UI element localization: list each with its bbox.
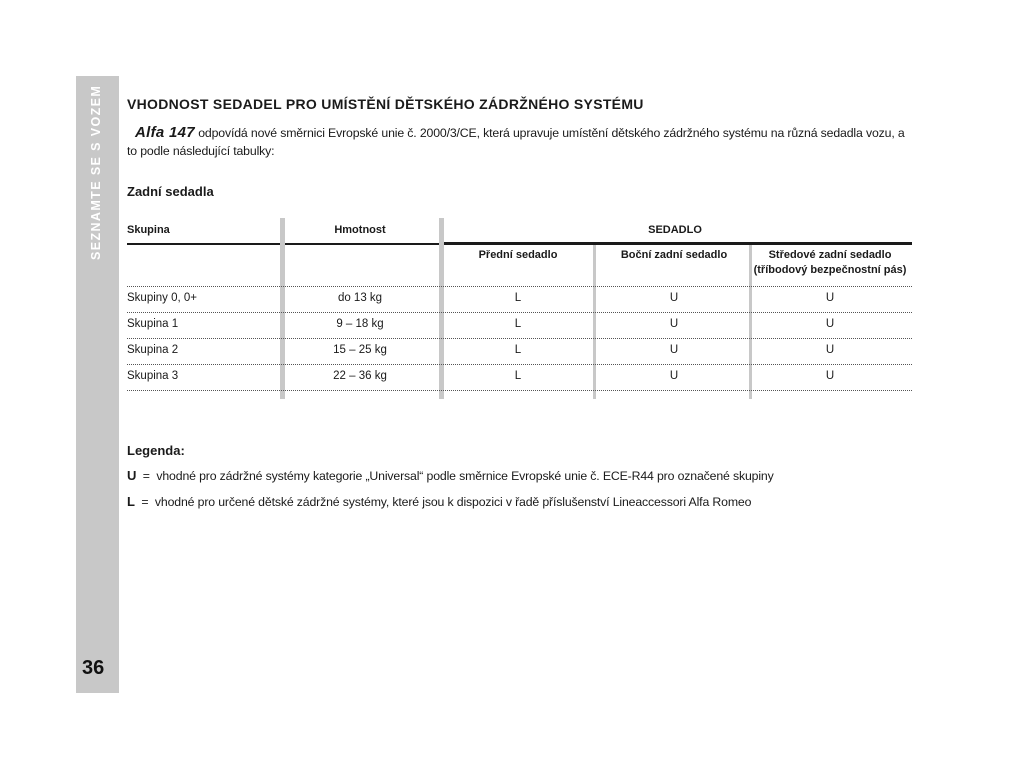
sidebar-section-title: SEZNAMTE SE S VOZEM xyxy=(89,84,103,260)
page-number: 36 xyxy=(82,657,105,679)
cell-center: U xyxy=(825,344,835,356)
row-divider xyxy=(127,312,912,313)
cell-group: Skupiny 0, 0+ xyxy=(127,292,198,304)
header-seat: SEDADLO xyxy=(648,224,702,236)
intro-paragraph xyxy=(127,124,912,160)
cell-group: Skupina 3 xyxy=(127,370,179,382)
cell-weight: 15 – 25 kg xyxy=(333,344,387,356)
brand-name: Alfa 147 xyxy=(135,124,195,141)
header-group: Skupina xyxy=(127,224,170,236)
seat-header-rule xyxy=(444,242,912,245)
legend-text: vhodné pro určené dětské zádržné systémy, které jsou k dispozici v řadě příslušenství Lineaccessori Alfa Romeo xyxy=(154,495,752,509)
cell-weight: do 13 kg xyxy=(337,292,383,304)
cell-front: L xyxy=(514,370,522,382)
cell-center: U xyxy=(825,370,835,382)
cell-side: U xyxy=(669,318,679,330)
cell-front: L xyxy=(514,318,522,330)
header-center-rear-seat-note: (tříbodový bezpečnostní pás) xyxy=(753,264,907,276)
cell-weight: 22 – 36 kg xyxy=(333,370,387,382)
cell-front: L xyxy=(514,344,522,356)
legend-item xyxy=(127,468,774,483)
section-heading: VHODNOST SEDADEL PRO UMÍSTĚNÍ DĚTSKÉHO ZÁDRŽNÉHO SYSTÉMU xyxy=(127,96,644,112)
legend-key: U xyxy=(127,468,137,483)
column-separator xyxy=(280,218,285,399)
header-weight: Hmotnost xyxy=(334,224,386,236)
cell-center: U xyxy=(825,318,835,330)
cell-side: U xyxy=(669,292,679,304)
cell-group: Skupina 2 xyxy=(127,344,179,356)
column-separator xyxy=(593,245,596,399)
legend-item xyxy=(127,494,751,509)
cell-center: U xyxy=(825,292,835,304)
cell-side: U xyxy=(669,370,679,382)
cell-side: U xyxy=(669,344,679,356)
row-divider xyxy=(127,390,912,391)
row-divider xyxy=(127,286,912,287)
header-center-rear-seat: Středové zadní sedadlo xyxy=(768,249,892,261)
row-divider xyxy=(127,338,912,339)
cell-weight: 9 – 18 kg xyxy=(336,318,384,330)
row-divider xyxy=(127,364,912,365)
column-separator xyxy=(439,218,444,399)
seat-suitability-table xyxy=(127,218,912,423)
header-rule xyxy=(285,243,439,245)
cell-group: Skupina 1 xyxy=(127,318,179,330)
header-front-seat: Přední sedadlo xyxy=(478,249,558,261)
cell-front: L xyxy=(514,292,522,304)
legend-text: vhodné pro zádržné systémy kategorie „Universal“ podle směrnice Evropské unie č. ECE-R44 pro označené skupiny xyxy=(156,469,774,483)
column-separator xyxy=(749,245,752,399)
legend-key: L xyxy=(127,494,135,509)
legend-separator: = xyxy=(142,469,150,483)
header-side-rear-seat: Boční zadní sedadlo xyxy=(620,249,728,261)
legend-title: Legenda: xyxy=(127,443,185,458)
table-subheading: Zadní sedadla xyxy=(127,184,214,199)
intro-text: odpovídá nové směrnici Evropské unie č. 2000/3/CE, která upravuje umístění dětského zádržného systému na různá sedadla vozu, a to podle následující tabulky: xyxy=(127,126,905,158)
legend-separator: = xyxy=(141,495,149,509)
header-rule xyxy=(127,243,280,245)
